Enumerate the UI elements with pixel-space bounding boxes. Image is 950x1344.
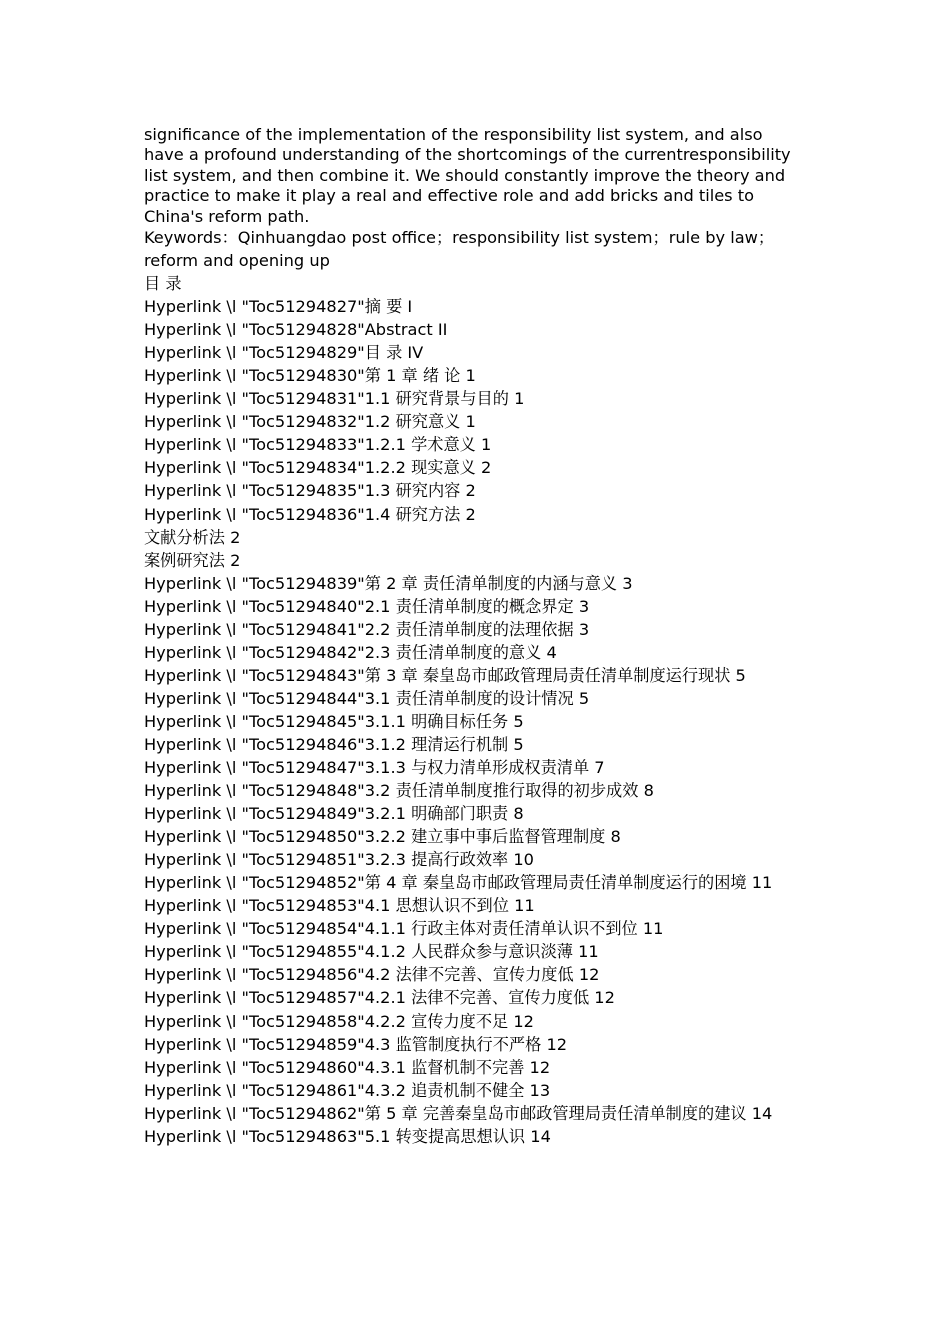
document-page (144, 125, 804, 1148)
toc-entry[interactable]: Hyperlink \l "Toc51294846"3.1.2 理清运行机制 5 (144, 734, 524, 754)
toc-entry[interactable]: Hyperlink \l "Toc51294849"3.2.1 明确部门职责 8 (144, 804, 524, 824)
toc-entry[interactable]: Hyperlink \l "Toc51294844"3.1 责任清单制度的设计情况 5 (144, 688, 590, 708)
toc-entry[interactable]: Hyperlink \l "Toc51294839"第 2 章 责任清单制度的内涵与意义 3 (144, 573, 633, 593)
toc-entry[interactable]: Hyperlink \l "Toc51294836"1.4 研究方法 2 (144, 504, 476, 524)
toc-entry[interactable]: Hyperlink \l "Toc51294853"4.1 思想认识不到位 11 (144, 896, 535, 916)
toc-entry[interactable]: Hyperlink \l "Toc51294863"5.1 转变提高思想认识 14 (144, 1126, 551, 1146)
toc-entry: 案例研究法 2 (144, 550, 241, 570)
keywords-line: Keywords：Qinhuangdao post office；responsibility list system；rule by law； (144, 228, 775, 248)
toc-entry[interactable]: Hyperlink \l "Toc51294827"摘 要 I (144, 297, 413, 317)
toc-entry[interactable]: Hyperlink \l "Toc51294829"目 录 IV (144, 343, 424, 363)
toc-entry[interactable]: Hyperlink \l "Toc51294840"2.1 责任清单制度的概念界定 3 (144, 596, 590, 616)
toc-heading: 目 录 (144, 274, 182, 294)
toc-entry[interactable]: Hyperlink \l "Toc51294861"4.3.2 追责机制不健全 13 (144, 1080, 551, 1100)
toc-entry[interactable]: Hyperlink \l "Toc51294831"1.1 研究背景与目的 1 (144, 389, 525, 409)
toc-entry[interactable]: Hyperlink \l "Toc51294851"3.2.3 提高行政效率 10 (144, 850, 534, 870)
toc-entry: 文献分析法 2 (144, 527, 241, 547)
toc-entry[interactable]: Hyperlink \l "Toc51294859"4.3 监管制度执行不严格 12 (144, 1034, 568, 1054)
toc-entry[interactable]: Hyperlink \l "Toc51294854"4.1.1 行政主体对责任清单认识不到位 11 (144, 919, 664, 939)
toc-entry[interactable]: Hyperlink \l "Toc51294852"第 4 章 秦皇岛市邮政管理局责任清单制度运行的困境 11 (144, 873, 773, 893)
toc-entry[interactable]: Hyperlink \l "Toc51294850"3.2.2 建立事中事后监督管理制度 8 (144, 827, 621, 847)
toc-entry[interactable]: Hyperlink \l "Toc51294856"4.2 法律不完善、宣传力度低 12 (144, 965, 600, 985)
toc-entry[interactable]: Hyperlink \l "Toc51294858"4.2.2 宣传力度不足 12 (144, 1011, 534, 1031)
toc-entry[interactable]: Hyperlink \l "Toc51294847"3.1.3 与权力清单形成权责清单 7 (144, 758, 605, 778)
toc-entry[interactable]: Hyperlink \l "Toc51294857"4.2.1 法律不完善、宣传力度低 12 (144, 988, 615, 1008)
toc-entry[interactable]: Hyperlink \l "Toc51294830"第 1 章 绪 论 1 (144, 366, 476, 386)
table-of-contents (144, 295, 804, 1148)
toc-entry[interactable]: Hyperlink \l "Toc51294841"2.2 责任清单制度的法理依据 3 (144, 619, 590, 639)
toc-entry[interactable]: Hyperlink \l "Toc51294862"第 5 章 完善秦皇岛市邮政管理局责任清单制度的建议 14 (144, 1103, 773, 1123)
toc-entry[interactable]: Hyperlink \l "Toc51294845"3.1.1 明确目标任务 5 (144, 711, 524, 731)
toc-entry[interactable]: Hyperlink \l "Toc51294834"1.2.2 现实意义 2 (144, 458, 492, 478)
abstract-paragraph: significance of the implementation of the responsibility list system, and also have a profound understanding of the shortcomings of the currentresponsibility list system, and then combine it. We should constantly improve the theory and practice to make it play a real and effective role and add bricks and tiles to China's reform path. (144, 125, 791, 226)
toc-entry[interactable]: Hyperlink \l "Toc51294833"1.2.1 学术意义 1 (144, 435, 492, 455)
keywords-line-continued: reform and opening up (144, 250, 330, 270)
toc-entry[interactable]: Hyperlink \l "Toc51294842"2.3 责任清单制度的意义 4 (144, 642, 557, 662)
toc-entry[interactable]: Hyperlink \l "Toc51294828"Abstract II (144, 320, 448, 340)
toc-entry[interactable]: Hyperlink \l "Toc51294860"4.3.1 监督机制不完善 12 (144, 1057, 551, 1077)
toc-entry[interactable]: Hyperlink \l "Toc51294832"1.2 研究意义 1 (144, 412, 476, 432)
toc-entry[interactable]: Hyperlink \l "Toc51294835"1.3 研究内容 2 (144, 481, 476, 501)
toc-entry[interactable]: Hyperlink \l "Toc51294843"第 3 章 秦皇岛市邮政管理局责任清单制度运行现状 5 (144, 665, 746, 685)
toc-entry[interactable]: Hyperlink \l "Toc51294855"4.1.2 人民群众参与意识淡薄 11 (144, 942, 599, 962)
toc-entry[interactable]: Hyperlink \l "Toc51294848"3.2 责任清单制度推行取得的初步成效 8 (144, 781, 654, 801)
